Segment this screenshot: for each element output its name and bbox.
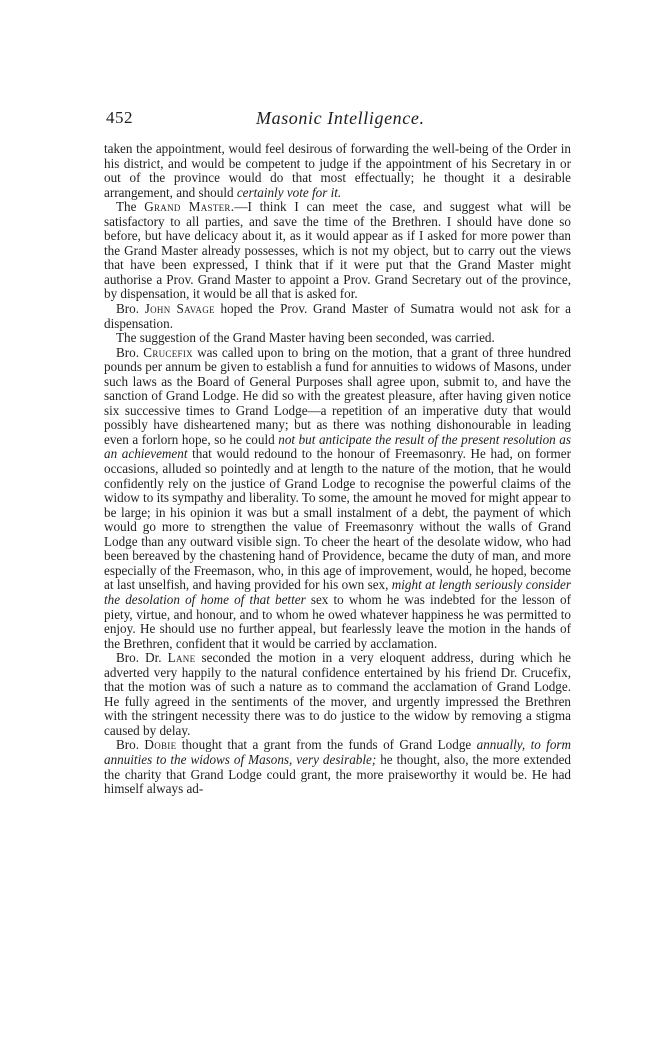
speaker-name: Dobie xyxy=(144,737,177,753)
speaker-name: Grand Master. xyxy=(144,199,235,215)
text-run: Bro. Dr. xyxy=(116,650,168,666)
paragraph xyxy=(104,142,571,200)
speaker-name: John Savage xyxy=(144,301,215,317)
page-number: 452 xyxy=(106,108,133,127)
paragraph xyxy=(104,302,571,331)
running-title: Masonic Intelligence. xyxy=(256,108,425,128)
text-run: Bro. xyxy=(116,344,144,360)
text-run: The suggestion of the Grand Master having been seconded, was carried. xyxy=(116,330,495,346)
book-page xyxy=(104,108,571,797)
text-run: hoped the Prov. Grand Master of Sumatra would not ask for a dispensation. xyxy=(104,301,572,331)
text-run: The xyxy=(116,199,145,215)
text-run: that would redound to the honour of Freemasonry. He had, on former occasions, alluded so pointedly and at length to the nature of the motion, that he would confidently rely on the justice of Grand Lodge to recognise the powerful claims of the widow to its sympathy and liberality. To some, the amount he moved for might appear to be large; in his opinion it was but a small instalment of a debt, the payment of which would go more to strengthen the value of Freemasonry without the walls of Grand Lodge than any outward visible sign. To cheer the heart of the desolate widow, who had been bereaved by the chastening hand of Providence, became the duty of man, and more especially of the Freemason, who, in this age of improvement, would, he hoped, become at last unselfish, and having provided for his own sex, xyxy=(104,446,571,593)
text-run: taken the appointment, would feel desirous of forwarding the well-being of the Order in his district, and would be competent to judge if the appointment of his Secretary in or out of the province would do that most effectually; he thought it a desirable arrangement, and should xyxy=(104,141,571,200)
text-run: he thought, also, the more extended the charity that Grand Lodge could grant, the more praiseworthy it would be. He had himself always ad- xyxy=(104,751,571,797)
text-run: Bro. xyxy=(116,301,145,317)
paragraph xyxy=(104,331,571,346)
speaker-name: Lane xyxy=(167,650,196,666)
italic-text: might at length seriously consider the desolation of home of that better xyxy=(104,577,571,607)
italic-text: annually, to form annuities to the widows of Masons, very desirable; xyxy=(104,737,572,767)
paragraph xyxy=(104,346,571,651)
text-run: thought that a grant from the funds of Grand Lodge xyxy=(176,737,477,753)
italic-text: not but anticipate the result of the present resolution as an achievement xyxy=(104,431,571,462)
text-run: sex to whom he was indebted for the lesson of piety, virtue, and honour, and to whom he owed whatever happiness he was permitted to enjoy. He should use no further appeal, but fearlessly leave the motion in the hands of the Brethren, confident that it would be carried by acclamation. xyxy=(104,591,572,651)
text-run: seconded the motion in a very eloquent address, during which he adverted very happily to the natural confidence entertained by his friend Dr. Crucefix, that the motion was of such a nature as to command the acclamation of Grand Lodge. He fully agreed in the sentiments of the mover, and urgently impressed the Brethren with the stringent necessity there was to do justice to the widow by removing a stigma caused by delay. xyxy=(104,650,571,738)
paragraph xyxy=(104,738,571,796)
text-run: Bro. xyxy=(116,737,145,753)
article-body xyxy=(104,142,571,797)
running-head xyxy=(104,108,571,130)
text-run: —I think I can meet the case, and suggest what will be satisfactory to all parties, and save the time of the Brethren. I should have done so before, but have delicacy about it, as it would appear as if I asked for more power than the Grand Master already possesses, which is not my object, but to carry out the views that have been expressed, I think that if it were put that the Grand Master might authorise a Prov. Grand Master to appoint a Prov. Grand Secretary out of the province, by dispensation, it would be all that is asked for. xyxy=(104,199,571,302)
italic-text: certainly vote for it. xyxy=(236,184,342,200)
paragraph xyxy=(104,651,571,738)
speaker-name: Crucefix xyxy=(143,344,193,360)
paragraph xyxy=(104,200,571,302)
text-run: was called upon to bring on the motion, that a grant of three hundred pounds per annum be given to establish a fund for annuities to widows of Masons, under such laws as the Board of General Purposes shall agree upon, submit to, and have the sanction of Grand Lodge. He did so with the greatest pleasure, after having given notice six successive times to Grand Lodge—a repetition of an imperative duty that would possibly have disheartened many; but as there was nothing dishonourable in leading even a forlorn hope, so he could xyxy=(104,344,571,447)
